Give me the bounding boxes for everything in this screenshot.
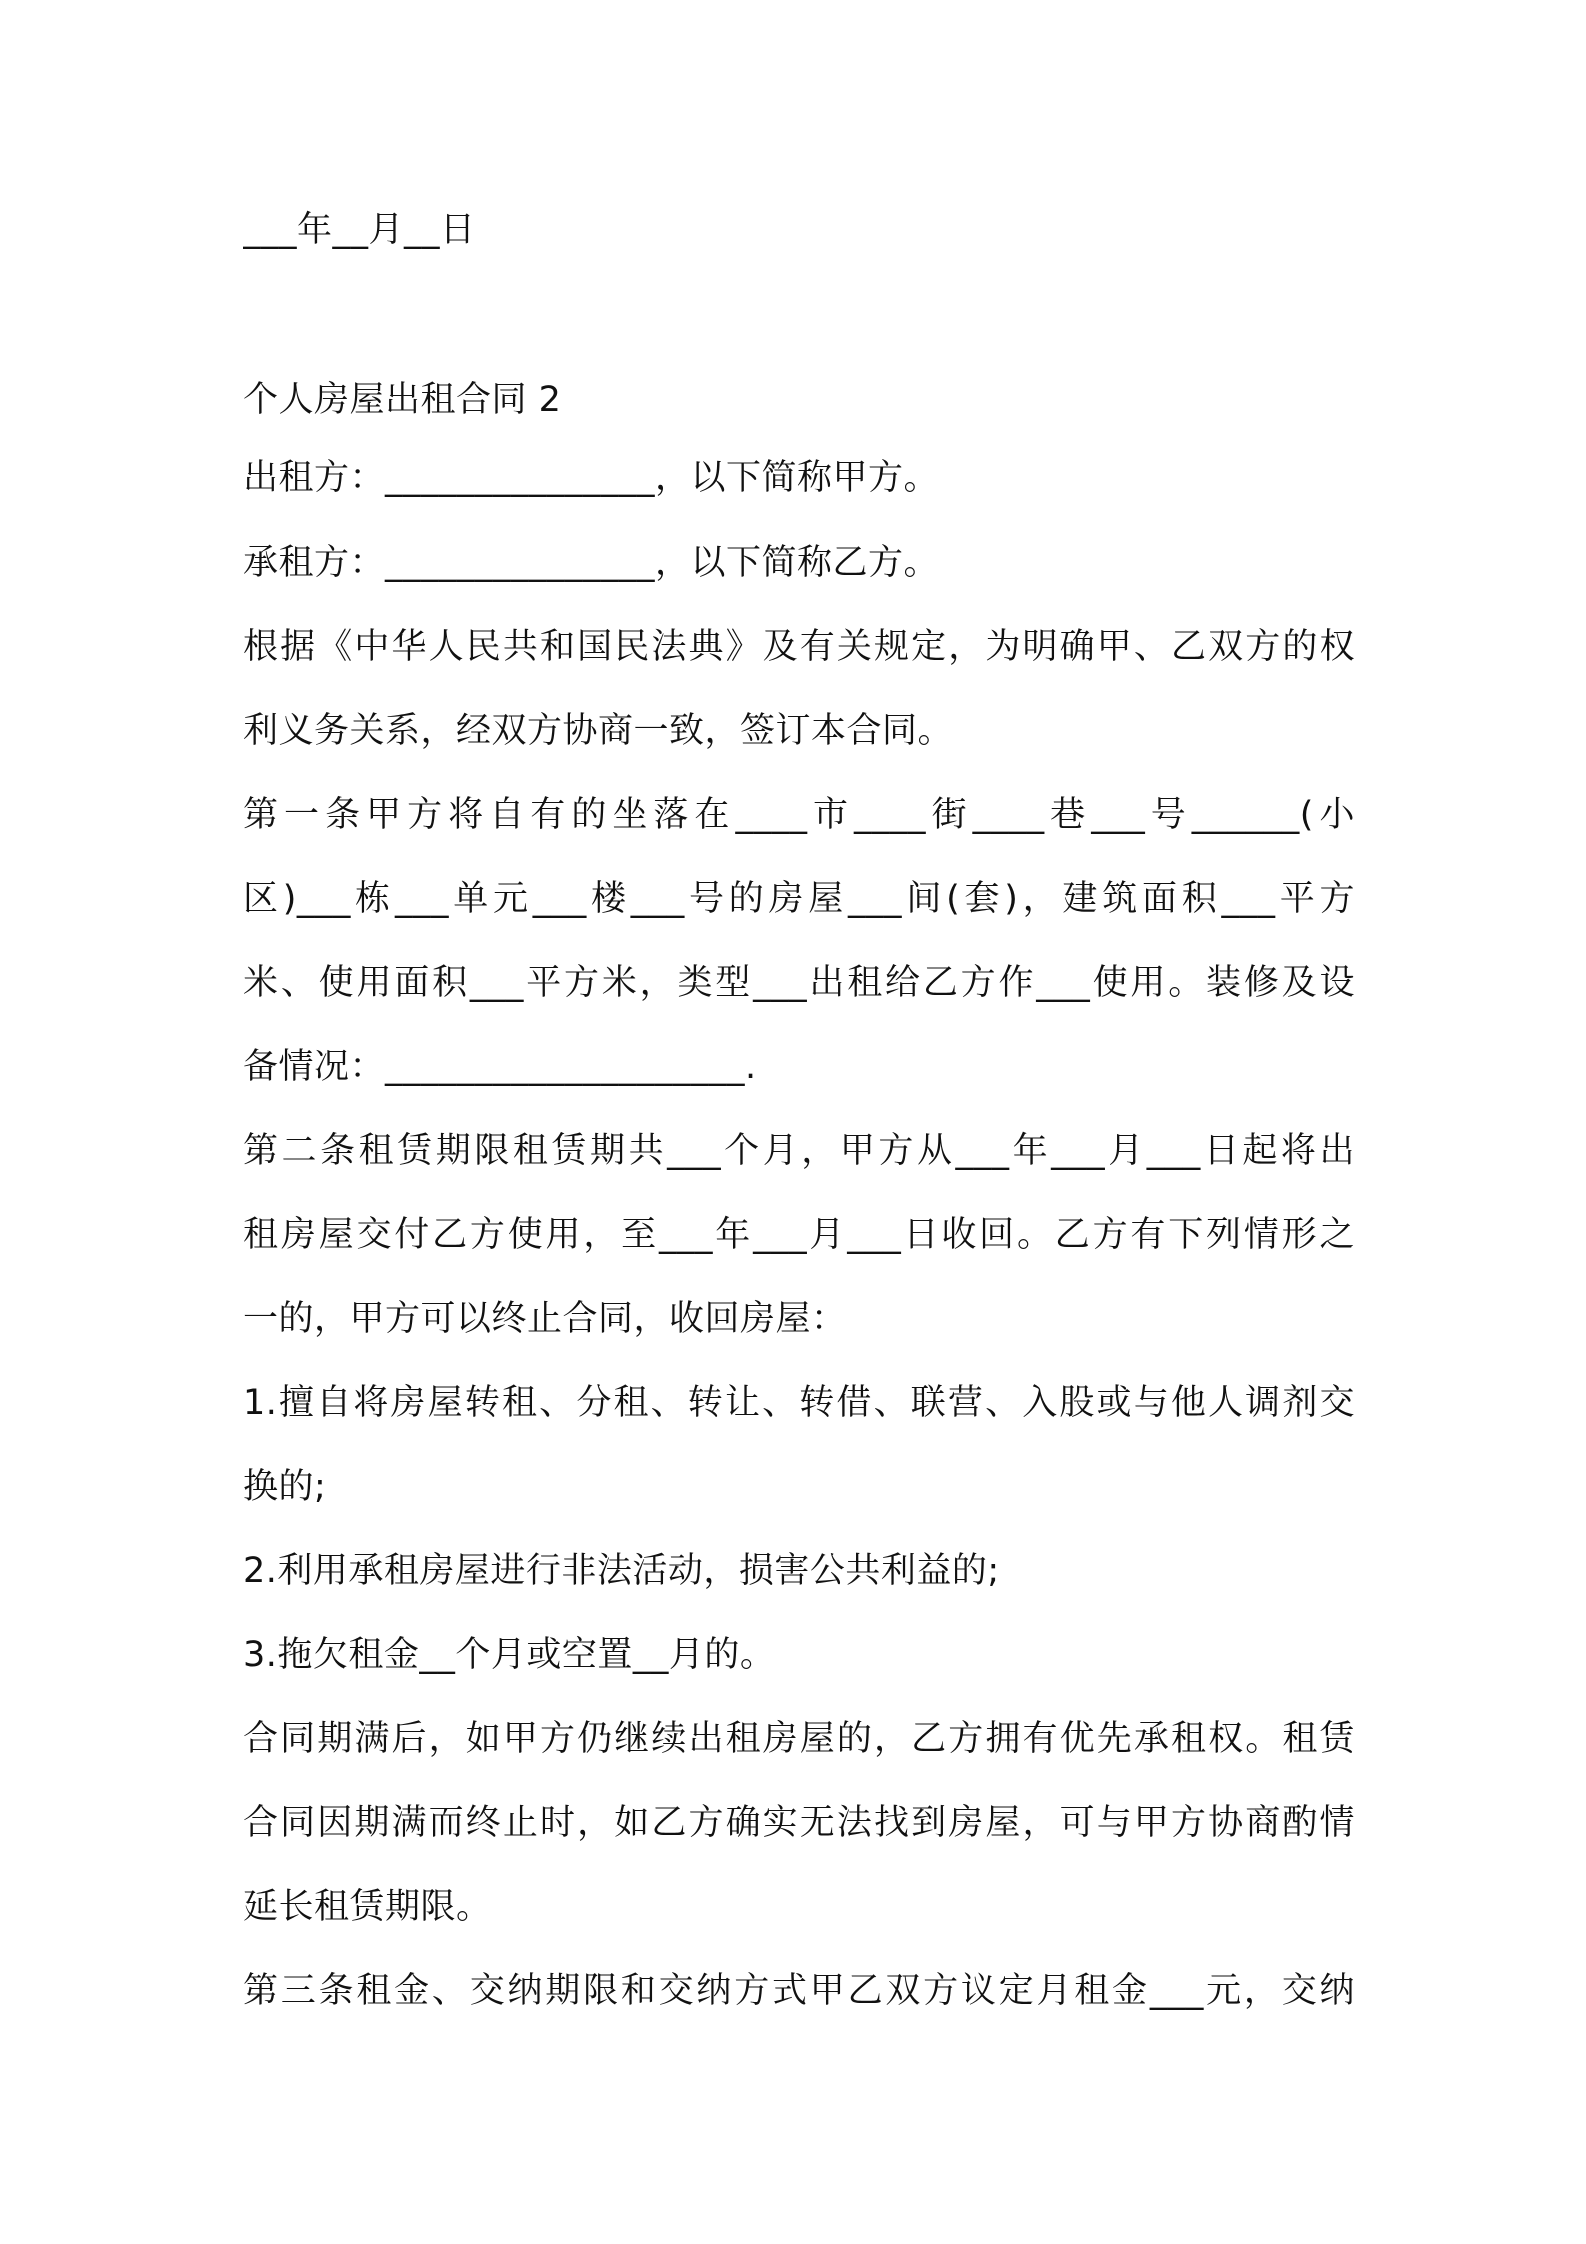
paragraph-line: 根据《中华人民共和国民法典》及有关规定，为明确甲、乙双方的权 — [243, 627, 1355, 667]
lessor-line: 出租方：_______________，以下简称甲方。 — [243, 458, 940, 498]
list-item: 1.擅自将房屋转租、分租、转让、转借、联营、入股或与他人调剂交 — [243, 1383, 1355, 1423]
article-3-line: 第三条租金、交纳期限和交纳方式甲乙双方议定月租金___元，交纳 — [243, 1971, 1355, 2011]
paragraph-line: 合同期满后，如甲方仍继续出租房屋的，乙方拥有优先承租权。租赁 — [243, 1719, 1355, 1759]
list-item: 3.拖欠租金__个月或空置__月的。 — [243, 1635, 776, 1675]
list-item: 换的; — [243, 1467, 327, 1507]
lessee-line: 承租方：_______________，以下简称乙方。 — [243, 543, 940, 583]
article-2-line: 一的，甲方可以终止合同，收回房屋： — [243, 1299, 847, 1339]
article-1-line: 区)___栋___单元___楼___号的房屋___间(套)，建筑面积___平方 — [243, 879, 1355, 919]
list-item: 2.利用承租房屋进行非法活动，损害公共利益的; — [243, 1551, 1000, 1591]
article-2-line: 租房屋交付乙方使用，至___年___月___日收回。乙方有下列情形之 — [243, 1215, 1355, 1255]
article-1-line: 备情况：____________________. — [243, 1047, 757, 1087]
article-2-line: 第二条租赁期限租赁期共___个月，甲方从___年___月___日起将出 — [243, 1131, 1355, 1171]
paragraph-line: 合同因期满而终止时，如乙方确实无法找到房屋，可与甲方协商酌情 — [243, 1803, 1355, 1843]
article-1-line: 第一条甲方将自有的坐落在____市____街____巷___号______(小 — [243, 795, 1355, 835]
article-1-line: 米、使用面积___平方米，类型___出租给乙方作___使用。装修及设 — [243, 963, 1355, 1003]
contract-title: 个人房屋出租合同 2 — [243, 380, 562, 420]
paragraph-line: 延长租赁期限。 — [243, 1887, 492, 1927]
paragraph-line: 利义务关系，经双方协商一致，签订本合同。 — [243, 711, 954, 751]
date-line: ___年__月__日 — [243, 210, 476, 250]
